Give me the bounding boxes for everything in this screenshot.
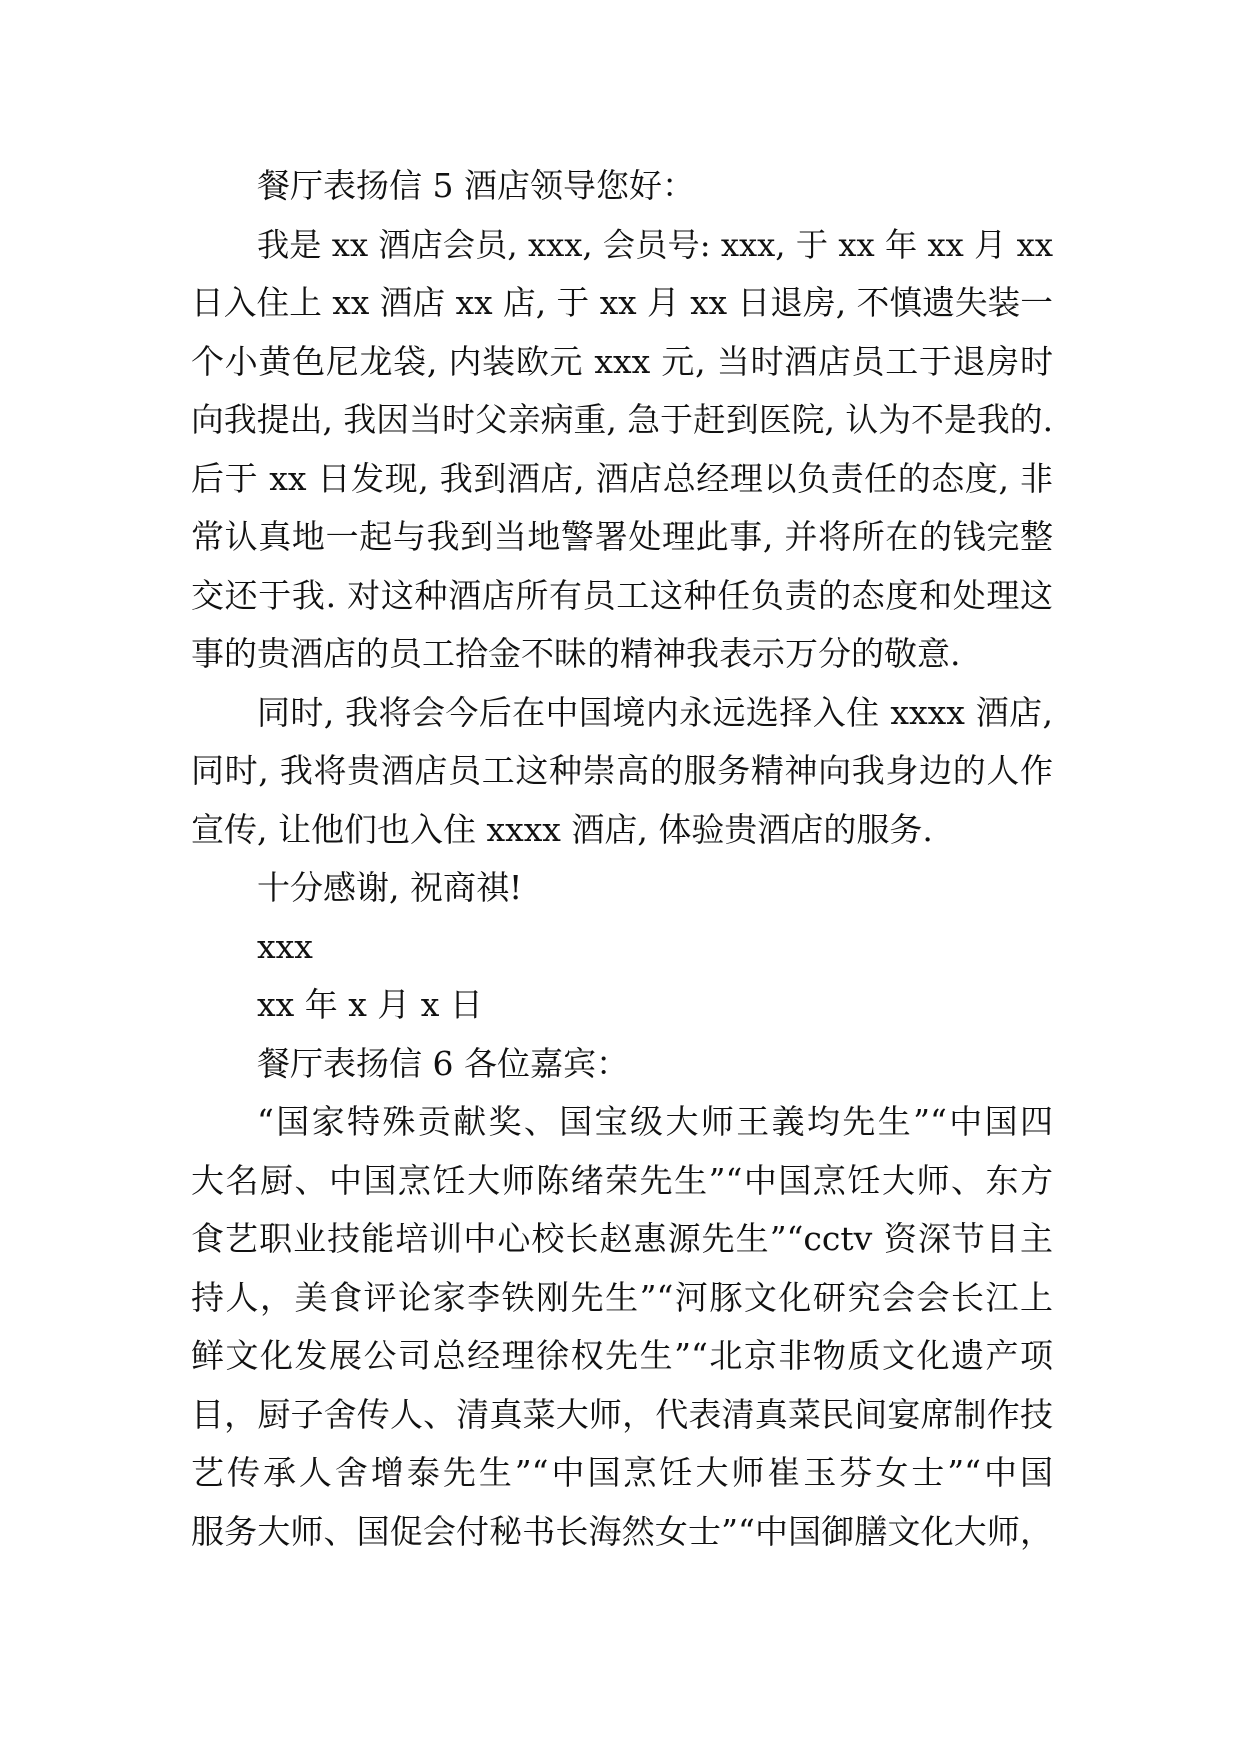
text-line: 我是 xx 酒店会员, xxx, 会员号: xxx, 于 xx 年 xx 月 xx	[257, 225, 1053, 264]
text-line: 鲜文化发展公司总经理徐权先生”“北京非物质文化遗产项	[191, 1336, 1053, 1375]
text-line: 大名厨、中国烹饪大师陈绪荣先生”“中国烹饪大师、东方	[191, 1160, 1053, 1200]
text-line: 后于 xx 日发现, 我到酒店, 酒店总经理以负责任的态度, 非	[191, 458, 1053, 498]
text-line: 同时, 我将会今后在中国境内永远选择入住 xxxx 酒店,	[257, 692, 1053, 732]
text-line: 服务大师、国促会付秘书长海然女士”“中国御膳文化大师，	[191, 1511, 1053, 1551]
text-line: 艺传承人舍增泰先生”“中国烹饪大师崔玉芬女士”“中国	[191, 1453, 1053, 1492]
document-body	[191, 157, 1053, 1561]
text-line: 日入住上 xx 酒店 xx 店, 于 xx 月 xx 日退房, 不慎遗失装一	[191, 284, 1053, 322]
text-line: 餐厅表扬信 6 各位嘉宾：	[257, 1043, 629, 1083]
text-line: 同时, 我将贵酒店员工这种崇高的服务精神向我身边的人作	[191, 751, 1053, 790]
text-line: 个小黄色尼龙袋, 内装欧元 xxx 元, 当时酒店员工于退房时	[191, 341, 1053, 381]
text-line: 目，厨子舍传人、清真菜大师，代表清真菜民间宴席制作技	[191, 1394, 1053, 1434]
text-line: 宣传, 让他们也入住 xxxx 酒店, 体验贵酒店的服务.	[191, 809, 933, 849]
text-line: 餐厅表扬信 5 酒店领导您好：	[257, 166, 695, 205]
text-line: 向我提出, 我因当时父亲病重, 急于赶到医院, 认为不是我的.	[191, 401, 1053, 439]
text-line: 十分感谢, 祝商祺!	[257, 868, 523, 907]
text-line: xx 年 x 月 x 日	[257, 985, 483, 1024]
text-line: 事的贵酒店的员工拾金不昧的精神我表示万分的敬意.	[191, 634, 961, 673]
text-line: 持人，美食评论家李铁刚先生”“河豚文化研究会会长江上	[191, 1277, 1053, 1317]
text-line: “国家特殊贡献奖、国宝级大师王義均先生”“中国四	[257, 1102, 1053, 1141]
text-line: 食艺职业技能培训中心校长赵惠源先生”“cctv 资深节目主	[191, 1219, 1053, 1258]
text-line: 交还于我. 对这种酒店所有员工这种任负责的态度和处理这	[191, 575, 1053, 615]
text-line: 常认真地一起与我到当地警署处理此事, 并将所在的钱完整	[191, 517, 1053, 556]
text-line: xxx	[257, 926, 313, 966]
